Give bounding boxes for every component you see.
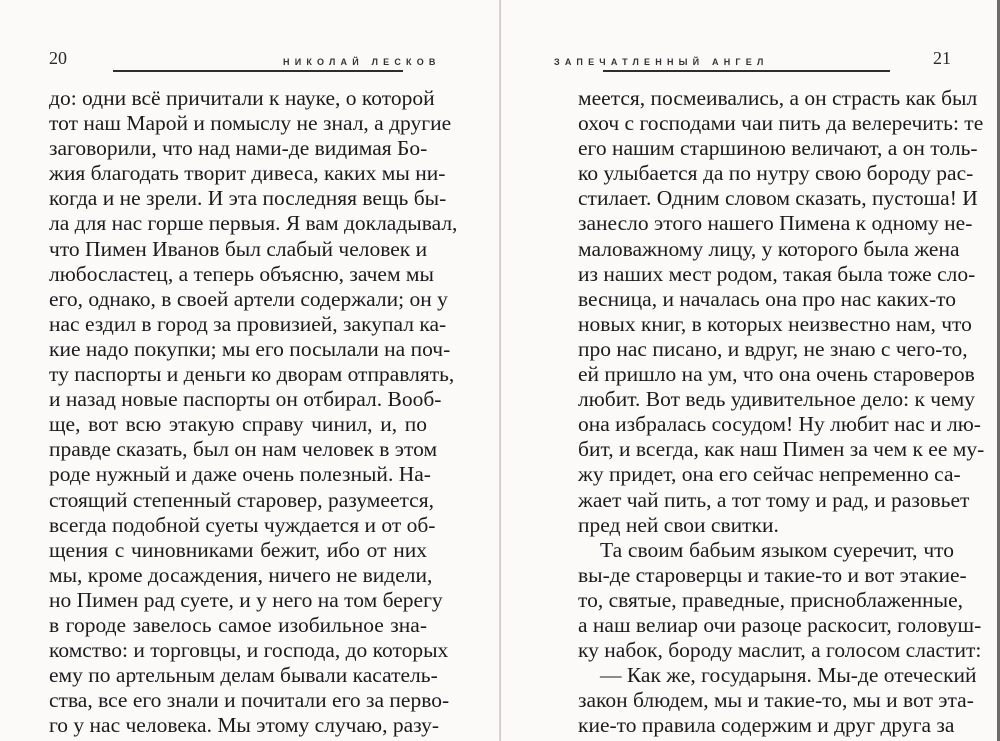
text-line: охоч с господами чаи пить да велеречить: те <box>578 111 984 136</box>
right-page <box>501 0 997 741</box>
text-line: кие надо покупки; мы его посылали на поч- <box>49 336 451 361</box>
text-line: ко улыбается да по нутру свою бороду рас- <box>578 161 974 186</box>
text-line: его нашим старшиною величают, а он толь- <box>578 136 978 161</box>
text-line: ку набок, бороду маслит, а голосом сластит: <box>578 638 982 663</box>
text-line: роде нужный и даже очень полезный. На- <box>49 462 431 487</box>
text-line: ла для нас горше первыя. Я вам докладывал, <box>49 211 458 236</box>
text-line: ще, вот всю этакую справу чинил, и, по <box>49 412 427 437</box>
text-line: стоящий степенный старовер, разумеется, <box>49 487 434 512</box>
page-number: 21 <box>933 48 951 68</box>
text-line: а наш велиар очи разоце раскосит, головуш- <box>578 612 982 637</box>
text-line: мы, кроме досаждения, ничего не видели, <box>49 562 433 587</box>
page-number: 20 <box>49 48 67 68</box>
running-head: ЗАПЕЧАТЛЕННЫЙ АНГЕЛ <box>554 57 769 67</box>
text-line: и назад новые паспорты он отбирал. Вооб- <box>49 387 442 412</box>
text-line: стилает. Одним словом сказать, пустоша! И <box>578 186 978 211</box>
text-line: заговорили, что над нами-де видимая Бо- <box>49 136 428 161</box>
text-line: ства, все его знали и почитали его за перво- <box>49 688 450 713</box>
text-line: закон блюдем, мы и такие-то, мы и вот эта- <box>578 688 974 713</box>
text-line: вы-де староверцы и такие-то и вот этакие- <box>578 562 967 587</box>
text-line: кие-то правила содержим и друг друга за <box>578 713 955 738</box>
text-line: до: одни всё причитали к науке, о которой <box>49 86 435 110</box>
header-rule <box>113 70 403 72</box>
text-line: жает чай пить, а тот тому и рад, и разовьет <box>578 487 970 512</box>
text-line: ей пришло на ум, что она очень староверов <box>578 362 975 387</box>
text-line: нас ездил в город за провизией, закупал ка- <box>49 311 447 336</box>
text-line: то, святые, праведные, присноблаженные, <box>578 587 964 612</box>
text-line: про нас писано, и вдруг, не знаю с чего-то, <box>578 336 968 361</box>
text-line: Та своим бабьим языком суеречит, что <box>600 537 954 562</box>
text-line: но Пимен рад суете, и у него на том берегу <box>49 587 443 612</box>
left-page <box>0 0 499 741</box>
text-line: когда и не зрели. И эта последняя вещь бы- <box>49 186 447 211</box>
text-line: ему по артельным делам бывали касатель- <box>49 663 438 688</box>
text-line: любит. Вот ведь удивительное дело: к чему <box>578 387 975 412</box>
text-line: комство: и торговцы, и господа, до которых <box>49 638 449 663</box>
text-line: жия благодать творит дивеса, каких мы ни- <box>49 161 446 186</box>
text-line: го у нас человека. Мы этому случаю, разу- <box>49 713 440 738</box>
body-text <box>578 86 985 738</box>
text-line: щения с чиновниками бежит, ибо от них <box>49 537 427 562</box>
text-line: в городе завелось самое изобильное зна- <box>49 612 427 637</box>
text-line: его, однако, в своей артели содержали; он у <box>49 286 448 311</box>
text-line: всегда подобной суеты чуждается и от об- <box>49 512 436 537</box>
text-line: пред ней свои свитки. <box>578 512 779 537</box>
body-text <box>49 86 458 738</box>
running-head: НИКОЛАЙ ЛЕСКОВ <box>283 57 441 67</box>
text-line: она избралась сосудом! Ну любит нас и лю- <box>578 412 981 437</box>
text-line: из наших мест родом, такая была тоже сло- <box>578 261 976 286</box>
text-line: правде сказать, был он нам человек в этом <box>49 437 438 462</box>
text-line: — Как же, государыня. Мы-де отеческий <box>600 663 977 688</box>
text-line: весница, и началась она про нас каких-то <box>578 286 956 311</box>
text-line: что Пимен Иванов был слабый человек и <box>49 236 428 261</box>
text-line: маловажному лицу, у которого была жена <box>578 236 960 261</box>
text-line: занесло этого нашего Пимена к одному не- <box>578 211 973 236</box>
text-line: новых книг, в которых неизвестно нам, что <box>578 311 972 336</box>
text-line: бит, и всегда, как наш Пимен за чем к ее му- <box>578 437 985 462</box>
text-line: меется, посмеивались, а он страсть как был <box>578 86 978 110</box>
text-line: тот наш Марой и помыслу не знал, а другие <box>49 111 452 136</box>
text-line: любосластец, а теперь объясню, зачем мы <box>49 261 434 286</box>
header-rule <box>603 70 890 72</box>
text-line: жу придет, она его сейчас непременно са- <box>578 462 961 487</box>
text-line: ту паспорты и деньги ко дворам отправлять, <box>49 362 455 387</box>
